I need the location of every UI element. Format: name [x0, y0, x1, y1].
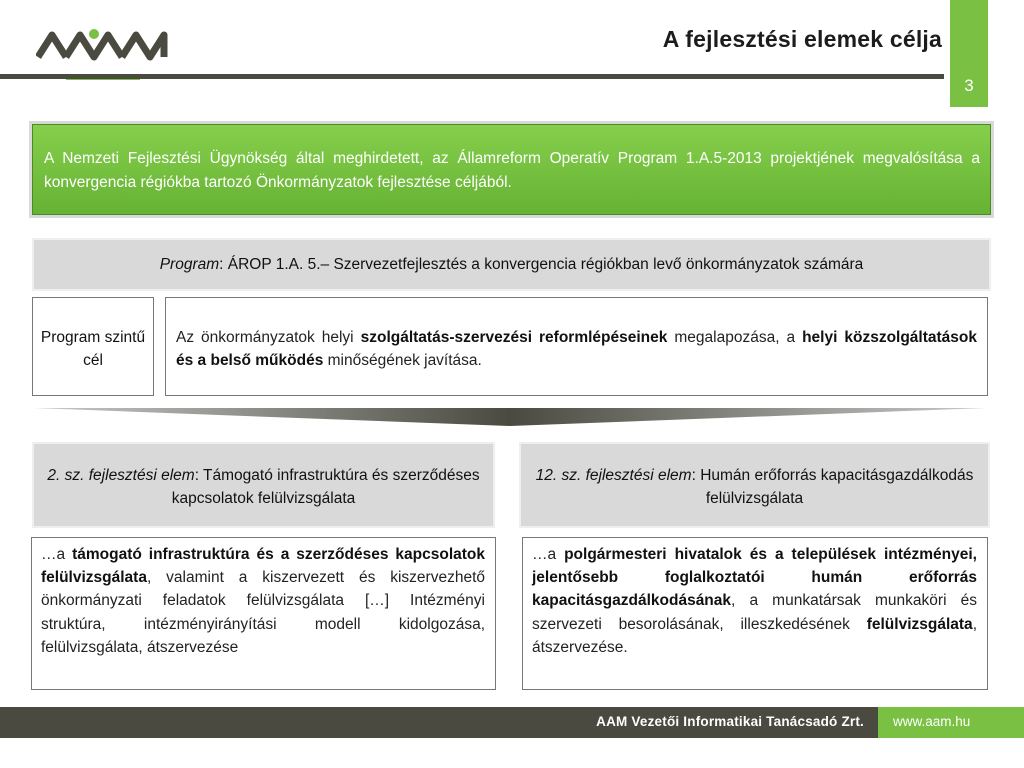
header-divider [0, 74, 944, 79]
footer-url-link[interactable]: www.aam.hu [893, 714, 971, 729]
program-label: Program [159, 256, 220, 273]
program-text: : ÁROP 1.A. 5.– Szervezetfejlesztés a konvergencia régiókban levő önkormányzatok számára [219, 256, 864, 273]
program-bar [32, 238, 991, 291]
dev-element-12-header: 12. sz. fejlesztési elem: Humán erőforrás kapacitásgazdálkodás felülvizsgálata [519, 442, 990, 528]
intro-banner [32, 124, 991, 215]
program-goal-text: Az önkormányzatok helyi szolgáltatás-szervezési reformlépéseinek megalapozása, a helyi közszolgáltatások és a belső működés minőségének javítása. [165, 297, 988, 396]
dev-element-2-header: 2. sz. fejlesztési elem: Támogató infrastruktúra és szerződéses kapcsolatok felülvizsgálata [32, 442, 495, 528]
program-goal-label: Program szintű cél [32, 297, 154, 396]
page-title: A fejlesztési elemek célja [662, 26, 942, 52]
intro-text: A Nemzeti Fejlesztési Ügynökség által meghirdetett, az Államreform Operatív Program 1.A.5-2013 projektjének megvalósítása a konvergencia régiókba tartozó Önkormányzatok fejlesztése céljából. [44, 150, 980, 191]
footer-company: AAM Vezetői Informatikai Tanácsadó Zrt. [596, 714, 864, 729]
dev-element-12-body: …a polgármesteri hivatalok és a települések intézményei, jelentősebb foglalkoztatói humán erőforrás kapacitásgazdálkodásának, a munkatársak munkaköri és szervezeti besorolásának, illeszkedésének felülvizsgálata, átszervezése. [522, 537, 988, 690]
page-number: 3 [964, 76, 974, 95]
dev-element-2-body: …a támogató infrastruktúra és a szerződéses kapcsolatok felülvizsgálata, valamint a kiszervezett és kiszervezhető önkormányzati feladatok felülvizsgálata […] Intézményi struktúra, intézményirányítási modell kidolgozása, felülvizsgálata, átszervezése [31, 537, 496, 690]
section-divider [34, 404, 986, 426]
